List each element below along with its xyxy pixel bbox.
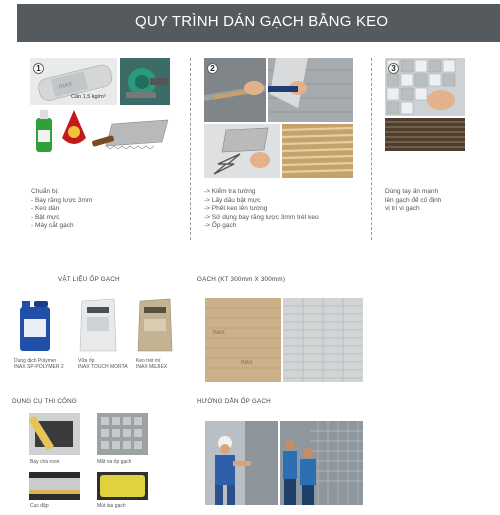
tools-title: DỤNG CỤ THI CÔNG (12, 398, 78, 405)
notched-trowel-photo (92, 116, 170, 154)
spread-adhesive-photo (268, 58, 353, 122)
step-number: 3 (388, 63, 399, 74)
material-label: Vữa ốp INAX TOUCH MORTA (78, 358, 128, 371)
adhesive-ridges-photo (282, 124, 353, 178)
polymer-canister-photo (18, 299, 52, 353)
divider (371, 58, 372, 240)
tiles-title: GẠCH (KT 300mm X 300mm) (197, 276, 286, 283)
tool-label: Mút lau gạch (97, 503, 126, 509)
mortar-bag-photo (78, 297, 118, 353)
tool-label: Bay chà roon (30, 459, 60, 465)
workers-tiling-photo (280, 421, 363, 505)
svg-text:INAX: INAX (241, 360, 253, 366)
step-number: 1 (33, 63, 44, 74)
step-2-caption: -> Kiểm tra tường -> Lấy dấu bật mực -> Phết keo lên tường -> Sử dụng bay răng lược 3mm trét keo -> Ốp gạch (204, 188, 319, 230)
tile-grid-mask-photo (97, 413, 148, 455)
tool-label: Mắt na ốp gạch (97, 459, 132, 465)
divider (190, 58, 191, 240)
step-3-caption: Dùng tay ấn mạnh lên gạch để cố định vị trí vi gạch (385, 188, 442, 213)
trowel-apply-photo (204, 124, 280, 178)
tool-label: Cục đập (30, 503, 49, 509)
svg-text:INAX: INAX (58, 81, 74, 91)
coverage-label: Cần 1,5 kg/m² (71, 94, 106, 100)
stone-wall-photo (385, 118, 465, 151)
chalk-line-reel-photo (60, 108, 88, 152)
step-number: 2 (207, 63, 218, 74)
step-1-caption: Chuẩn bị: - Bay răng lược 3mm - Keo dán - Bật mực - Máy cắt gạch (31, 188, 93, 230)
svg-text:INAX: INAX (213, 330, 225, 336)
grout-float-photo (29, 413, 80, 455)
grout-bag-photo (136, 297, 174, 353)
sponge-photo (97, 472, 148, 500)
worker-applying-photo (205, 421, 278, 505)
guide-title: HƯỚNG DẪN ỐP GẠCH (197, 398, 271, 405)
materials-title: VẬT LIỆU ỐP GẠCH (58, 276, 120, 283)
tile-face-photo (283, 298, 363, 382)
tile-back-photo (205, 298, 281, 382)
material-label: Dung dịch Polymer INAX SP-POLYMER 2 (14, 358, 64, 371)
chalk-line-bottle-photo (32, 106, 56, 156)
page-header (17, 4, 500, 42)
tile-cutter-photo (120, 58, 170, 105)
material-label: Keo trét mí INAX MEJIEX (136, 358, 168, 371)
rubber-mallet-photo (29, 472, 80, 500)
page-title: QUY TRÌNH DÁN GẠCH BẰNG KEO (135, 13, 389, 30)
